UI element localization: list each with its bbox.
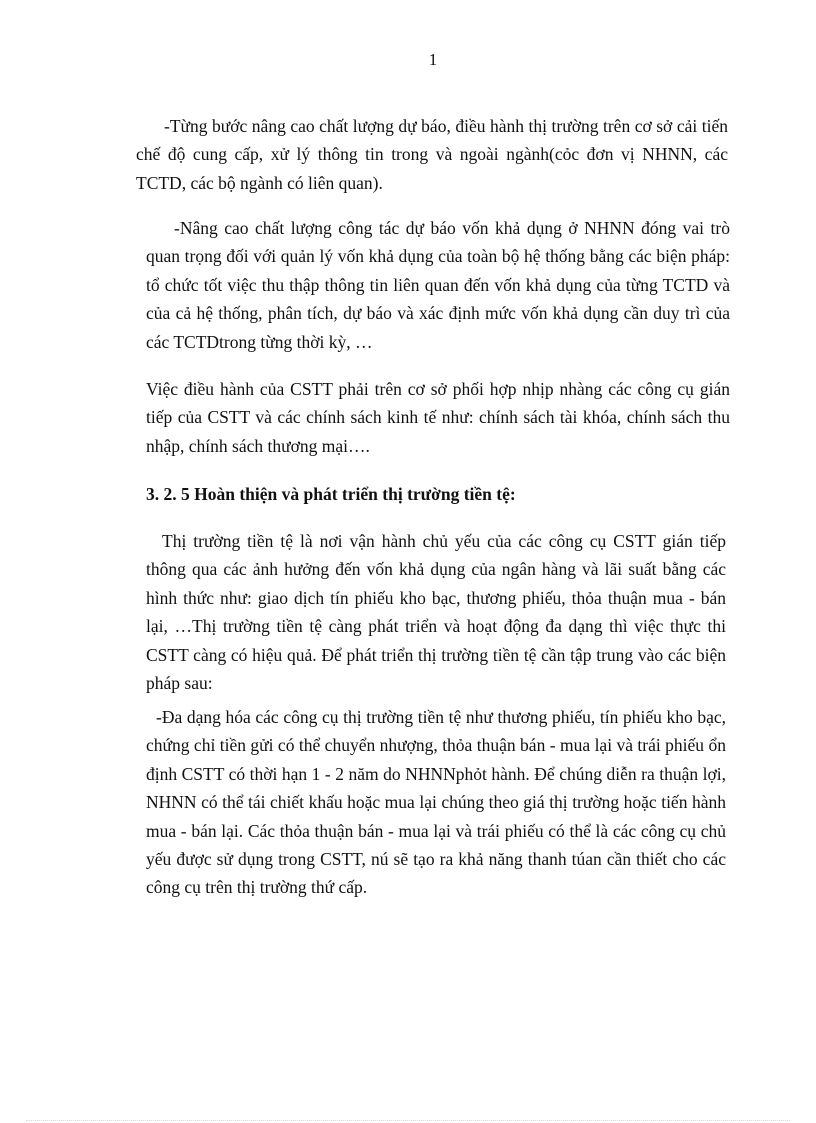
paragraph-diversify-instruments: -Đa dạng hóa các công cụ thị trường tiền tệ như thương phiếu, tín phiếu kho bạc, chứng chỉ tiền gửi có thể chuyển nhượng, thỏa thuận bán - mua lại và trái phiếu ổn định CSTT có thời hạn 1 - 2 năm do NHNNphỏt hành. Để chúng diễn ra thuận lợi, NHNN có thể tái chiết khấu hoặc mua lại chúng theo giá thị trường hoặc tiến hành mua - bán lại. Các thỏa thuận bán - mua lại và trái phiếu có thể là các công cụ chủ yếu được sử dụng trong CSTT, nú sẽ tạo ra khả năng thanh túan cần thiết cho các công cụ trên thị trường thứ cấp. bbox=[146, 707, 726, 898]
paragraph-policy-coordination: Việc điều hành của CSTT phải trên cơ sở phối hợp nhịp nhàng các công cụ gián tiếp của CSTT và các chính sách kinh tế như: chính sách tài khóa, chính sách thu nhập, chính sách thương mại…. bbox=[146, 379, 730, 456]
page-bottom-divider bbox=[26, 1120, 790, 1121]
page-number: 1 bbox=[428, 50, 438, 69]
paragraph-forecast-improvement: -Từng bước nâng cao chất lượng dự báo, điều hành thị trường trên cơ sở cải tiến chế độ cung cấp, xử lý thông tin trong và ngoài ngành(cỏc đơn vị NHNN, các TCTD, các bộ ngành có liên quan). bbox=[136, 116, 728, 193]
section-heading: 3. 2. 5 Hoàn thiện và phát triển thị trường tiền tệ: bbox=[146, 484, 516, 504]
paragraph-money-market-intro: Thị trường tiền tệ là nơi vận hành chủ yếu của các công cụ CSTT gián tiếp thông qua các ảnh hưởng đến vốn khả dụng của ngân hàng và lãi suất bằng các hình thức như: giao dịch tín phiếu kho bạc, thương phiếu, thỏa thuận mua - bán lại, …Thị trường tiền tệ càng phát triển và hoạt động đa dạng thì việc thực thi CSTT càng có hiệu quả. Để phát triển thị trường tiền tệ cần tập trung vào các biện pháp sau: bbox=[146, 531, 726, 694]
paragraph-liquidity-forecast: -Nâng cao chất lượng công tác dự báo vốn khả dụng ở NHNN đóng vai trò quan trọng đối với quản lý vốn khả dụng của toàn bộ hệ thống bằng các biện pháp: tổ chức tốt việc thu thập thông tin liên quan đến vốn khả dụng của từng TCTD và của cả hệ thống, phân tích, dự báo và xác định mức vốn khả dụng cần duy trì của các TCTDtrong từng thời kỳ, … bbox=[146, 218, 730, 352]
